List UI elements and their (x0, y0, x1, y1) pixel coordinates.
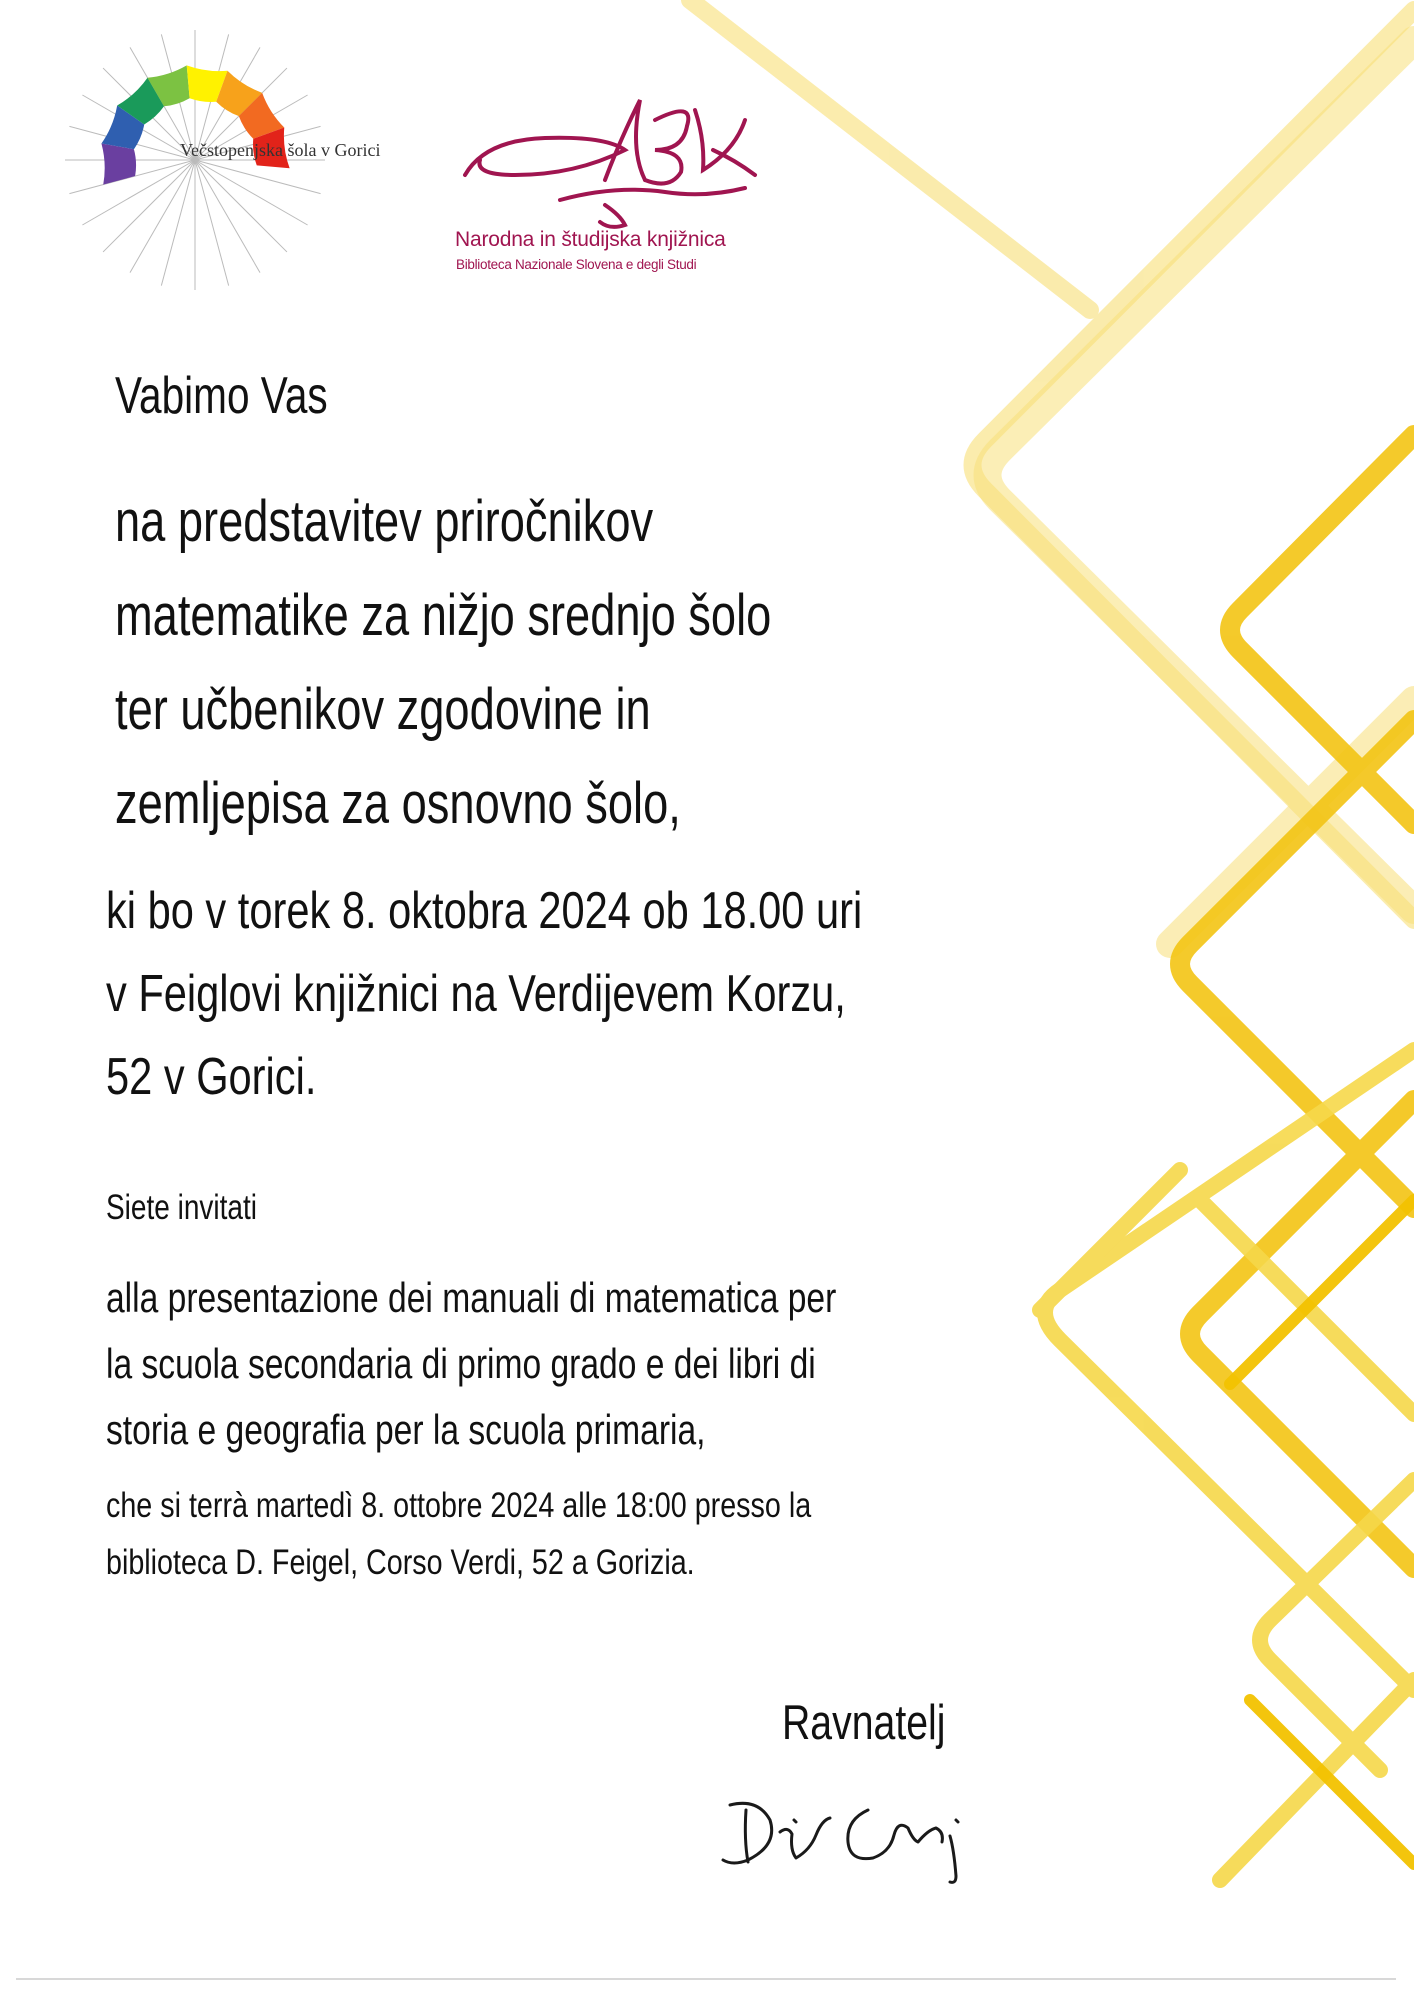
director-title: Ravnatelj (782, 1696, 946, 1750)
logo-arc-segment (101, 144, 136, 185)
logo-ray (195, 160, 308, 225)
slovene-body-line: matematike za nižjo srednjo šolo (115, 583, 772, 648)
italian-greeting: Siete invitati (106, 1188, 257, 1227)
slovene-event-line: v Feiglovi knjižnici na Verdijevem Korzu, (106, 965, 846, 1023)
italian-event-line: che si terrà martedì 8. ottobre 2024 alle 18:00 presso la (106, 1486, 812, 1525)
bottom-divider (16, 1978, 1396, 1980)
library-name: Narodna in študijska knjižnica (455, 228, 726, 251)
logo-ray (161, 160, 195, 286)
logo-ray (130, 160, 195, 273)
school-rainbow-arc-icon (60, 20, 420, 320)
logo-ray (82, 160, 195, 225)
slovene-event-details (106, 870, 862, 1119)
slovene-greeting: Vabimo Vas (115, 367, 328, 425)
logo-ray (195, 160, 229, 286)
italian-body-line: alla presentazione dei manuali di matematica per (106, 1274, 837, 1321)
library-subname: Biblioteca Nazionale Slovena e degli Studi (456, 257, 697, 272)
slovene-body (115, 475, 771, 851)
italian-body-line: la scuola secondaria di primo grado e dei libri di (106, 1340, 816, 1387)
italian-event-line: biblioteca D. Feigel, Corso Verdi, 52 a Gorizia. (106, 1543, 695, 1582)
italian-body (106, 1265, 836, 1463)
school-name: Večstopenjska šola v Gorici (180, 140, 381, 160)
logo-ray (195, 160, 260, 273)
handwritten-signature-icon (718, 1780, 1028, 1890)
slovene-event-line: 52 v Gorici. (106, 1048, 317, 1106)
italian-event-details (106, 1477, 811, 1591)
italian-body-line: storia e geografia per la scuola primaria, (106, 1406, 706, 1453)
slovene-body-line: zemljepisa za osnovno šolo, (115, 771, 681, 836)
slovene-body-line: na predstavitev priročnikov (115, 489, 654, 554)
logo-ray (195, 160, 287, 252)
slovene-event-line: ki bo v torek 8. oktobra 2024 ob 18.00 uri (106, 882, 863, 940)
slovene-body-line: ter učbenikov zgodovine in (115, 677, 651, 742)
